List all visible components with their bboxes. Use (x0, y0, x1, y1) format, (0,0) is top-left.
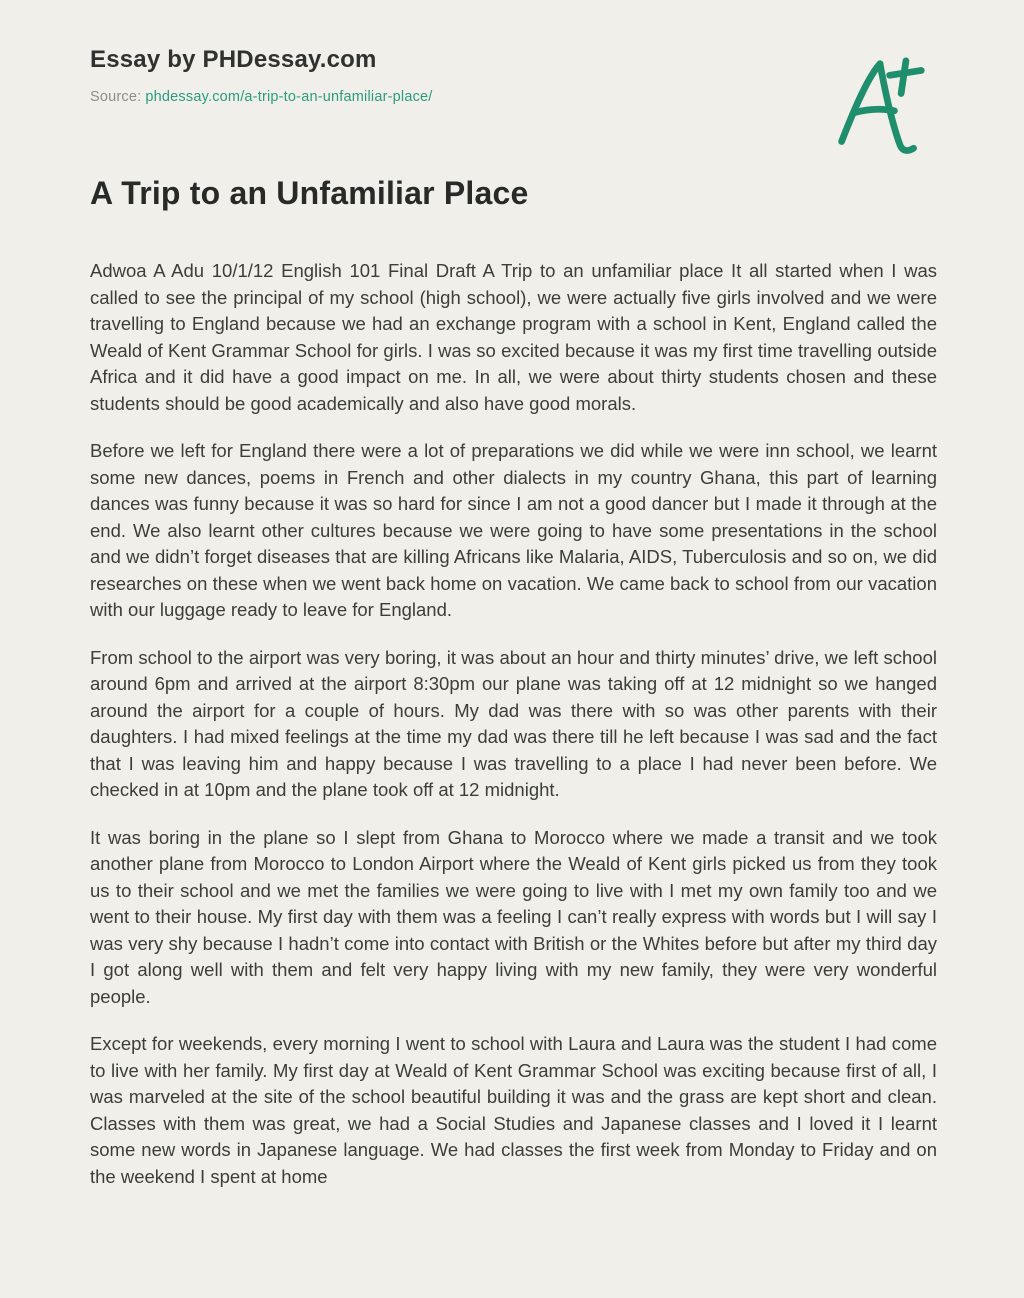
essay-paragraph-4: It was boring in the plane so I slept from Ghana to Morocco where we made a transit and we took another plane from Morocco to London Airport where the Weald of Kent girls picked us from they took us to their school and we met the families we were going to live with I met my own family too and we went to their house. My first day with them was a feeling I can’t really express with words but I will say I was very shy because I hadn’t come into contact with British or the Whites before but after my third day I got along well with them and felt very happy living with my new family, they were very wonderful people. (90, 826, 937, 1007)
page-title: A Trip to an Unfamiliar Place (90, 175, 529, 211)
a-plus-logo-icon (832, 52, 928, 160)
source-label: Source: (90, 89, 142, 105)
essay-paragraph-2: Before we left for England there were a lot of preparations we did while we were inn school, we learnt some new dances, poems in French and other dialects in my country Ghana, this part of learning dances was funny because it was so hard for since I am not a good dancer but I made it through at the end. We also learnt other cultures because we were going to have some presentations in the school and we didn’t forget diseases that are killing Africans like Malaria, AIDS, Tuberculosis and so on, we did researches on these when we went back home on vacation. We came back to school from our vacation with our luggage ready to leave for England. (90, 440, 937, 620)
essay-body (90, 258, 937, 1190)
essay-paragraph-3: From school to the airport was very boring, it was about an hour and thirty minutes’ drive, we left school around 6pm and arrived at the airport 8:30pm our plane was taking off at 12 midnight so we hanged around the airport for a couple of hours. My dad was there with so was other parents with their daughters. I had mixed feelings at the time my dad was there till he left because I was sad and the fact that I was leaving him and happy because I was travelling to a place I had never been before. We checked in at 10pm and the plane took off at 12 midnight. (90, 646, 937, 800)
essay-paragraph-5: Except for weekends, every morning I went to school with Laura and Laura was the student I had come to live with her family. My first day at Weald of Kent Grammar School was exciting because first of all, I was marveled at the site of the school beautiful building it was and the grass are kept short and clean. Classes with them was great, we had a Social Studies and Japanese classes and I loved it I learnt some new words in Japanese language. We had classes the first week from Monday to Friday and on the weekend I spent at home (90, 1033, 937, 1187)
essay-paragraph-1: Adwoa A Adu 10/1/12 English 101 Final Draft A Trip to an unfamiliar place It all started when I was called to see the principal of my school (high school), we were actually five girls involved and we were travelling to England because we had an exchange program with a school in Kent, England called the Weald of Kent Grammar School for girls. I was so excited because it was my first time travelling outside Africa and it did have a good impact on me. In all, we were about thirty students chosen and these students should be good academically and also have good morals. (90, 260, 937, 414)
source-link[interactable]: phdessay.com/a-trip-to-an-unfamiliar-place/ (145, 89, 433, 105)
source-line (90, 89, 937, 105)
byline: Essay by PHDessay.com (90, 46, 377, 73)
